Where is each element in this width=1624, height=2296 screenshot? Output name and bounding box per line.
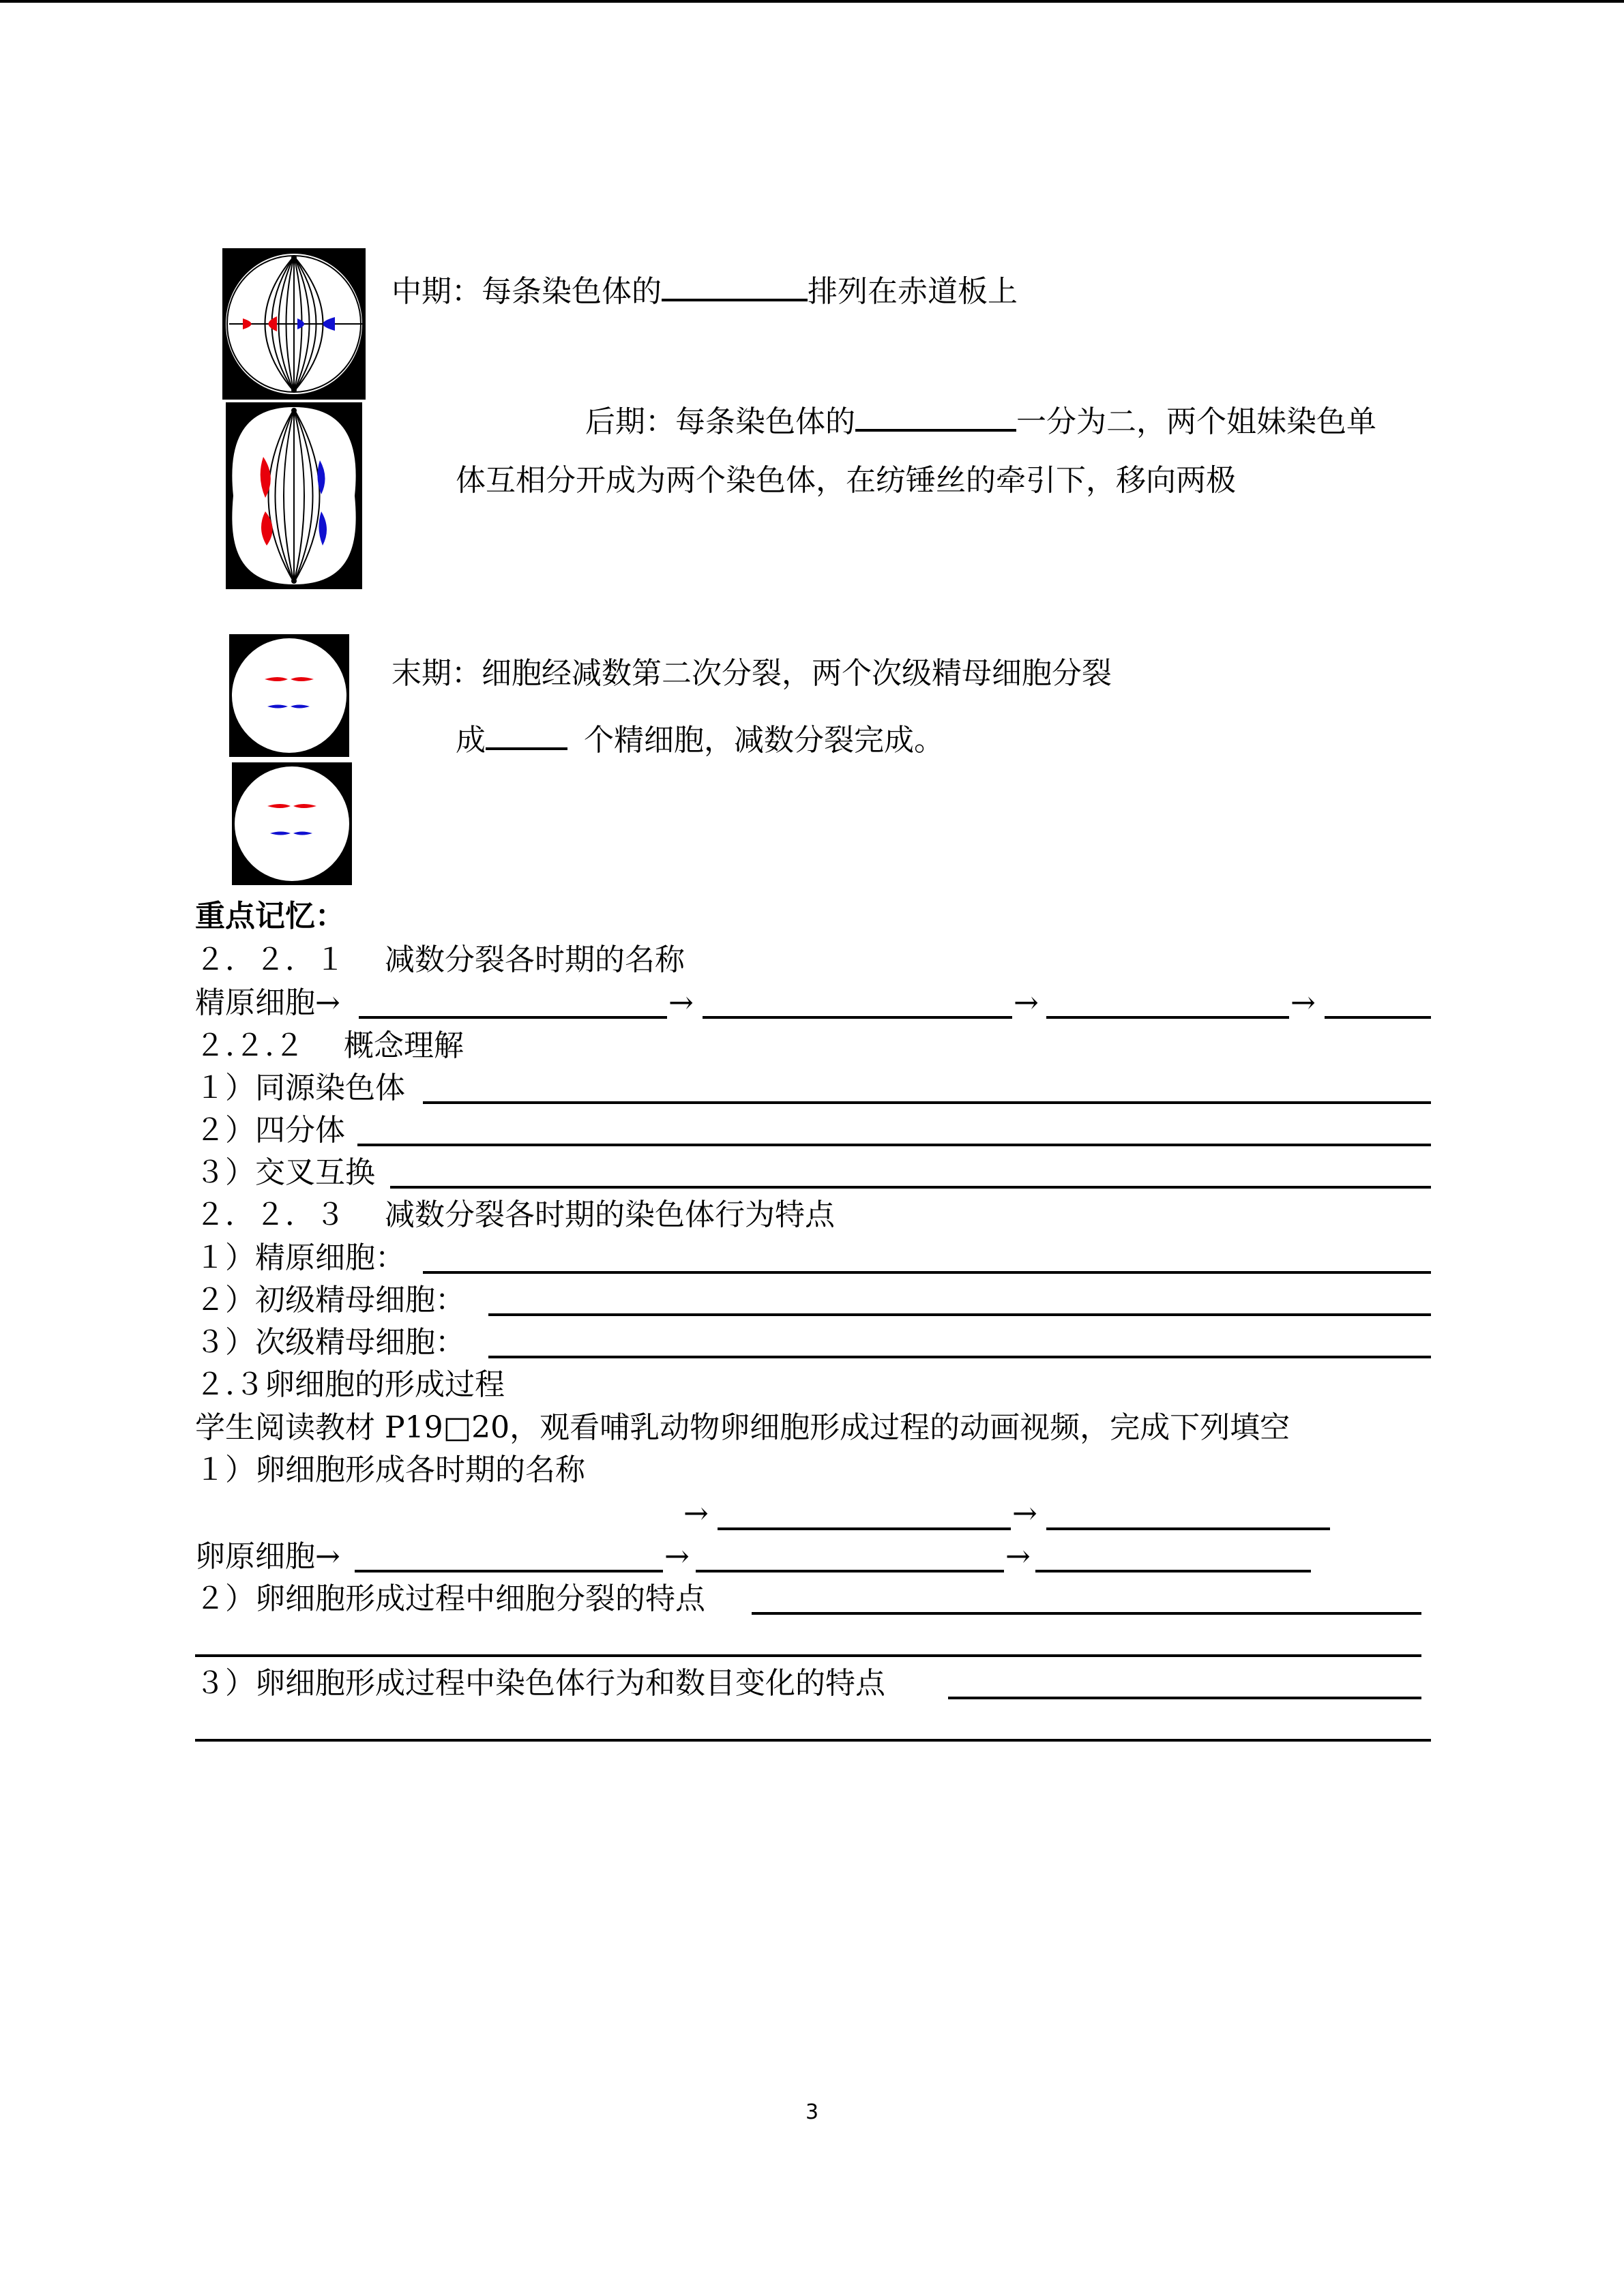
egg-question-3-blank-line2[interactable] xyxy=(195,1739,1431,1742)
egg-question-2-blank-line2[interactable] xyxy=(195,1654,1421,1657)
concept-2-label: ２）四分体 xyxy=(195,1113,345,1148)
behavior-3-label: ３）次级精母细胞： xyxy=(195,1325,465,1360)
concept-3-label: ３）交叉互换 xyxy=(195,1155,375,1190)
egg-question-2: ２）卵细胞形成过程中细胞分裂的特点 xyxy=(195,1581,705,1616)
oogonium-start: 卵原细胞→ xyxy=(195,1539,340,1574)
telophase-cell-bottom-icon xyxy=(232,762,352,885)
behavior-2-blank[interactable] xyxy=(488,1313,1431,1316)
sperm-stage-blank-3[interactable] xyxy=(1046,1016,1289,1019)
anaphase-blank[interactable] xyxy=(855,399,1016,432)
page-top-border xyxy=(0,0,1624,3)
page-number: 3 xyxy=(805,2100,819,2124)
sperm-stage-start: 精原细胞→ xyxy=(195,985,340,1020)
sperm-stage-blank-1[interactable] xyxy=(359,1016,667,1019)
egg-question-3-blank[interactable] xyxy=(948,1697,1421,1699)
anaphase-text-line2: 体互相分开成为两个染色体，在纺锤丝的牵引下，移向两极 xyxy=(456,463,1236,498)
egg-question-2-blank[interactable] xyxy=(752,1612,1421,1615)
sperm-stage-blank-4[interactable] xyxy=(1325,1016,1431,1019)
telophase-suffix: 个精细胞，减数分裂完成。 xyxy=(584,723,944,758)
egg-stage-blank-top-1[interactable] xyxy=(718,1527,1011,1530)
anaphase-suffix: 一分为二，两个姐妹染色单 xyxy=(1016,404,1376,439)
egg-arrow-top-2: → xyxy=(1012,1496,1037,1531)
concept-2-blank[interactable] xyxy=(357,1144,1431,1146)
telophase-text-line1: 末期：细胞经减数第二次分裂，两个次级精母细胞分裂 xyxy=(392,656,1112,691)
sperm-arrow-1: → xyxy=(668,985,694,1020)
egg-question-3: ３）卵细胞形成过程中染色体行为和数目变化的特点 xyxy=(195,1666,885,1701)
egg-stage-blank-2[interactable] xyxy=(696,1570,1004,1572)
concept-3-blank[interactable] xyxy=(390,1186,1431,1189)
telophase-blank[interactable] xyxy=(486,717,567,750)
section-2-2-1: ２．２．１ 减数分裂各时期的名称 xyxy=(195,942,685,977)
section-2-3-title: ２.３卵细胞的形成过程 xyxy=(195,1367,505,1402)
sperm-arrow-3: → xyxy=(1290,985,1316,1020)
sperm-stage-blank-2[interactable] xyxy=(703,1016,1012,1019)
egg-stage-blank-top-2[interactable] xyxy=(1046,1527,1330,1530)
behavior-1-label: １）精原细胞： xyxy=(195,1240,405,1275)
egg-instruction: 学生阅读教材 P19□20，观看哺乳动物卵细胞形成过程的动画视频，完成下列填空 xyxy=(195,1410,1290,1445)
anaphase-text-line1 xyxy=(585,399,1376,441)
telophase-cell-top-icon xyxy=(229,634,349,757)
egg-arrow-2: → xyxy=(1005,1539,1031,1574)
egg-stage-blank-3[interactable] xyxy=(1035,1570,1311,1572)
anaphase-prefix: 后期：每条染色体的 xyxy=(585,404,855,439)
concept-1-label: １）同源染色体 xyxy=(195,1071,405,1105)
metaphase-text xyxy=(392,269,1018,311)
telophase-prefix: 成 xyxy=(456,723,486,758)
egg-question-1: １）卵细胞形成各时期的名称 xyxy=(195,1452,585,1487)
key-memory-title: 重点记忆： xyxy=(195,899,345,934)
metaphase-cell-icon xyxy=(222,248,366,400)
metaphase-prefix: 中期：每条染色体的 xyxy=(392,274,662,309)
metaphase-suffix: 排列在赤道板上 xyxy=(808,274,1018,309)
egg-stage-blank-1[interactable] xyxy=(355,1570,663,1572)
behavior-2-label: ２）初级精母细胞： xyxy=(195,1283,465,1317)
behavior-3-blank[interactable] xyxy=(488,1356,1431,1358)
behavior-1-blank[interactable] xyxy=(423,1271,1431,1274)
metaphase-blank[interactable] xyxy=(662,269,808,301)
egg-arrow-top-1: → xyxy=(683,1496,709,1531)
concept-1-blank[interactable] xyxy=(423,1101,1431,1104)
sperm-arrow-2: → xyxy=(1014,985,1039,1020)
anaphase-cell-icon xyxy=(226,402,362,589)
telophase-text-line2 xyxy=(456,717,944,760)
egg-arrow-1: → xyxy=(664,1539,690,1574)
section-2-2-3: ２．２．３ 减数分裂各时期的染色体行为特点 xyxy=(195,1197,835,1232)
section-2-2-2: ２.２.２ 概念理解 xyxy=(195,1028,464,1063)
